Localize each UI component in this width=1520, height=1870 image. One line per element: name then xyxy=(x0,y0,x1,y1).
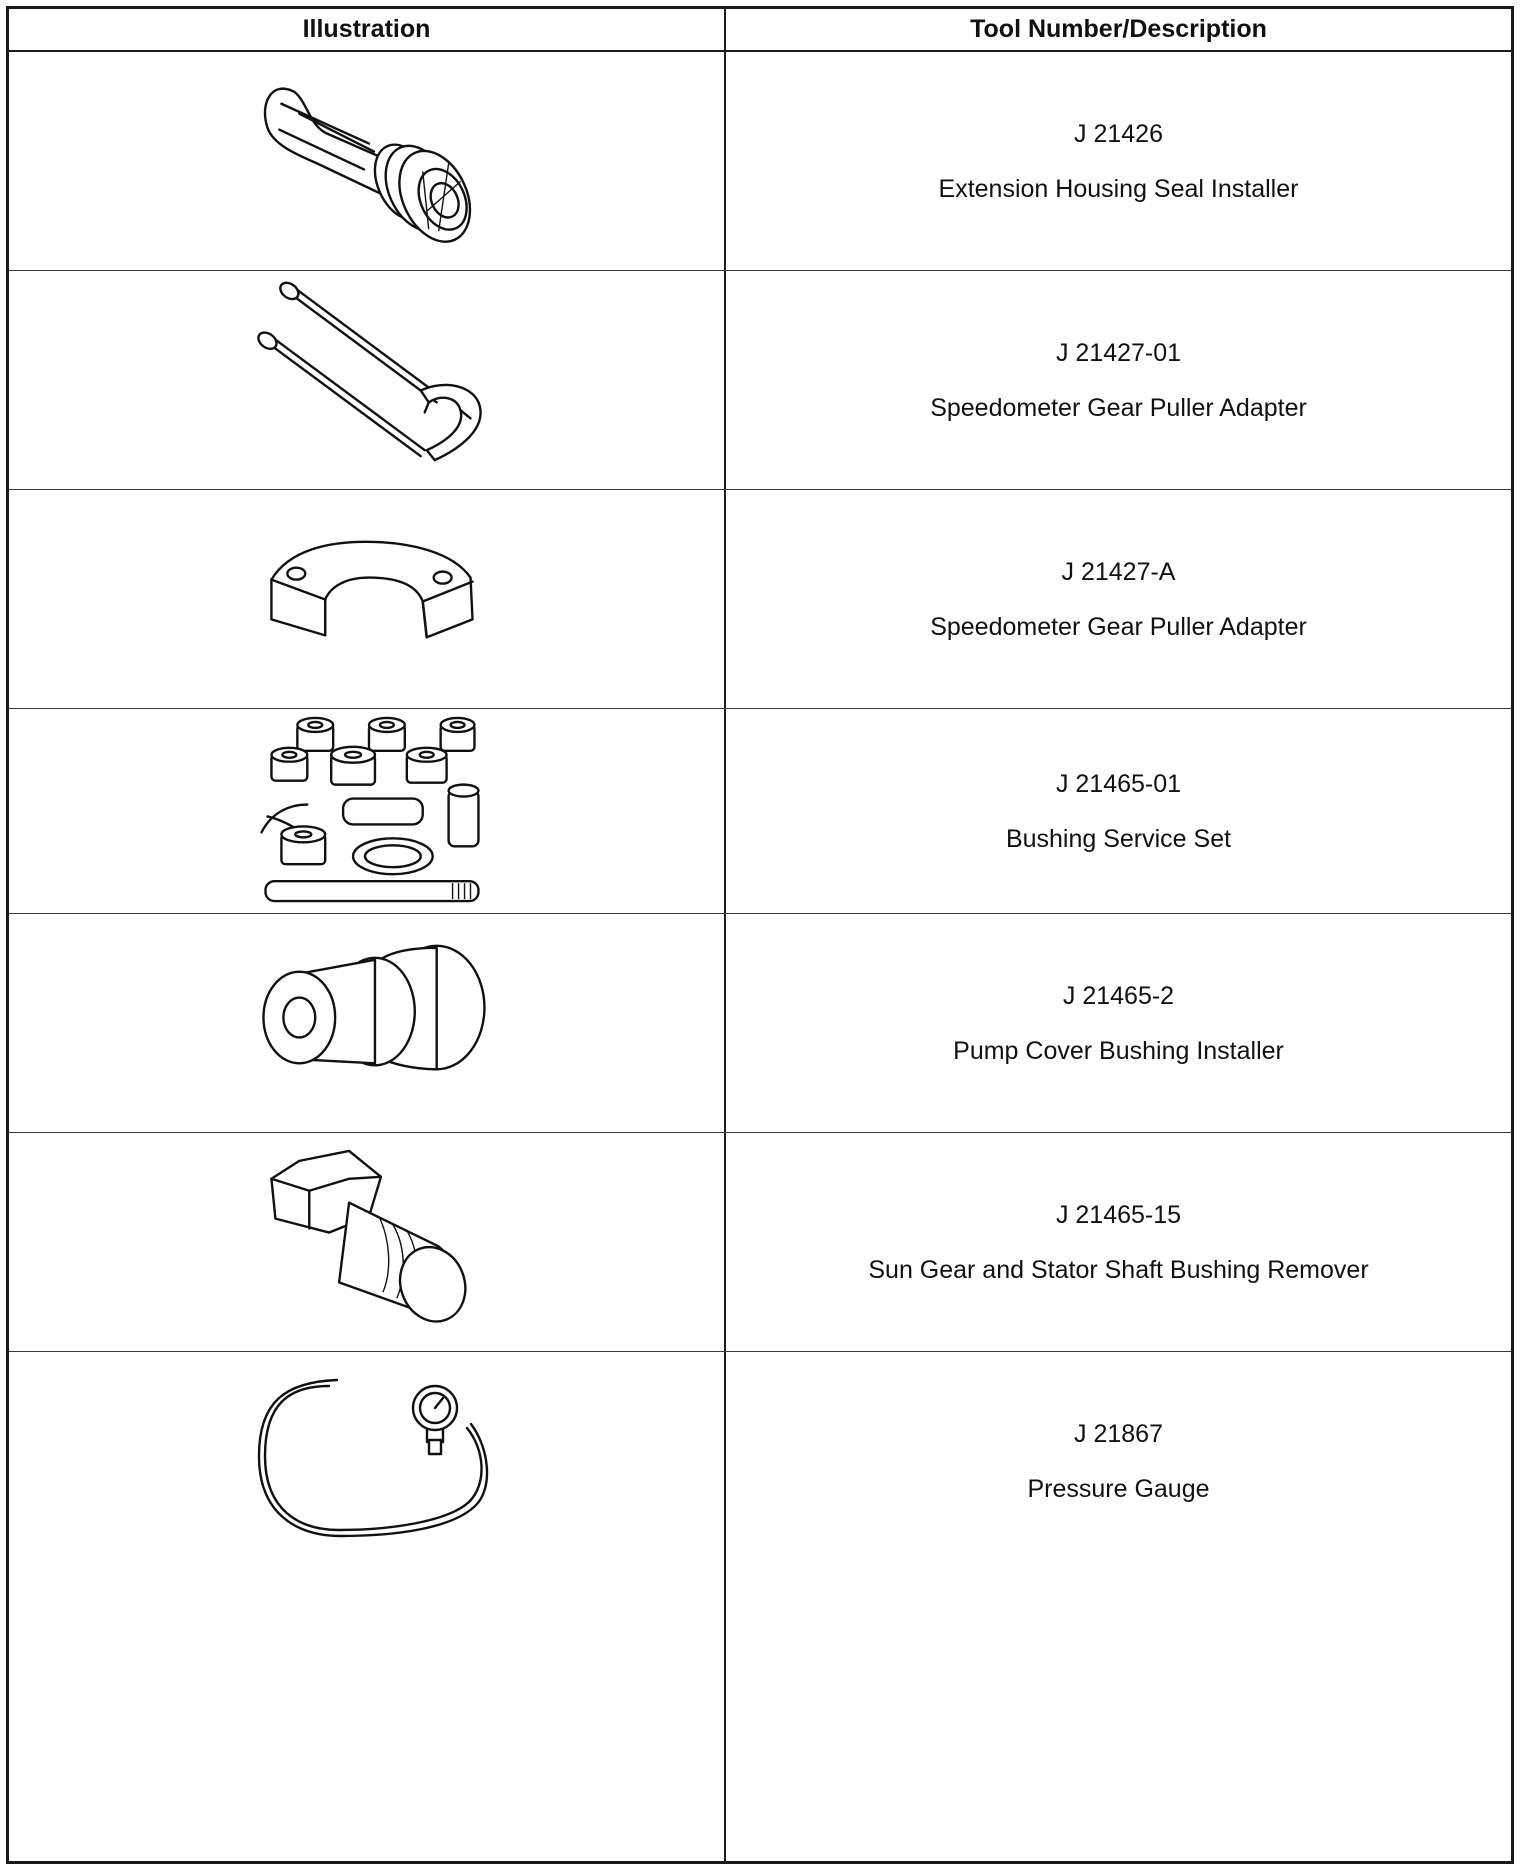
special-tools-table xyxy=(6,6,1514,1864)
tool-number: J 21426 xyxy=(1074,119,1163,148)
tool-number: J 21427-01 xyxy=(1055,338,1182,367)
tool-number: J 21867 xyxy=(1074,1420,1163,1448)
table-row xyxy=(9,1133,1511,1352)
pressure-gauge-icon xyxy=(9,1352,724,1571)
table-row xyxy=(9,914,1511,1133)
tool-description: Pressure Gauge xyxy=(1027,1475,1210,1503)
tool-description-cell xyxy=(726,490,1511,708)
illustration-cell xyxy=(9,914,724,1132)
gear-puller-adapter-icon xyxy=(9,490,724,708)
table-row xyxy=(9,1352,1511,1861)
bushing-installer-icon xyxy=(9,914,724,1132)
seal-installer-icon xyxy=(9,52,724,270)
tool-description: Extension Housing Seal Installer xyxy=(938,174,1299,203)
illustration-cell xyxy=(9,1352,724,1571)
tool-description: Sun Gear and Stator Shaft Bushing Remover xyxy=(868,1255,1369,1284)
tool-description-cell xyxy=(726,1352,1511,1571)
illustration-cell xyxy=(9,1133,724,1351)
tool-description: Bushing Service Set xyxy=(1005,824,1232,853)
table-row xyxy=(9,271,1511,490)
illustration-cell xyxy=(9,271,724,489)
illustration-cell xyxy=(9,709,724,913)
gear-puller-adapter-rods-icon xyxy=(9,271,724,489)
illustration-cell xyxy=(9,52,724,270)
tool-number: J 21465-2 xyxy=(1062,981,1175,1010)
tool-number: J 21465-01 xyxy=(1055,769,1182,798)
tool-description-cell xyxy=(726,709,1511,913)
tool-description-cell xyxy=(726,52,1511,270)
illustration-cell xyxy=(9,490,724,708)
illustration-column-header: Illustration xyxy=(302,15,431,43)
table-header-row xyxy=(9,9,1511,52)
tool-description-cell xyxy=(726,914,1511,1132)
tool-description: Speedometer Gear Puller Adapter xyxy=(930,393,1307,422)
table-row xyxy=(9,709,1511,914)
tool-number-description-column-header: Tool Number/Description xyxy=(970,15,1267,43)
bushing-remover-icon xyxy=(9,1133,724,1351)
tool-description-cell xyxy=(726,271,1511,489)
tool-number: J 21465-15 xyxy=(1055,1200,1182,1229)
table-row xyxy=(9,490,1511,709)
bushing-service-set-icon xyxy=(9,709,724,913)
tool-number: J 21427-A xyxy=(1061,557,1176,586)
tool-description-cell xyxy=(726,1133,1511,1351)
tool-description: Pump Cover Bushing Installer xyxy=(953,1036,1284,1065)
table-row xyxy=(9,52,1511,271)
tool-description: Speedometer Gear Puller Adapter xyxy=(930,612,1307,641)
